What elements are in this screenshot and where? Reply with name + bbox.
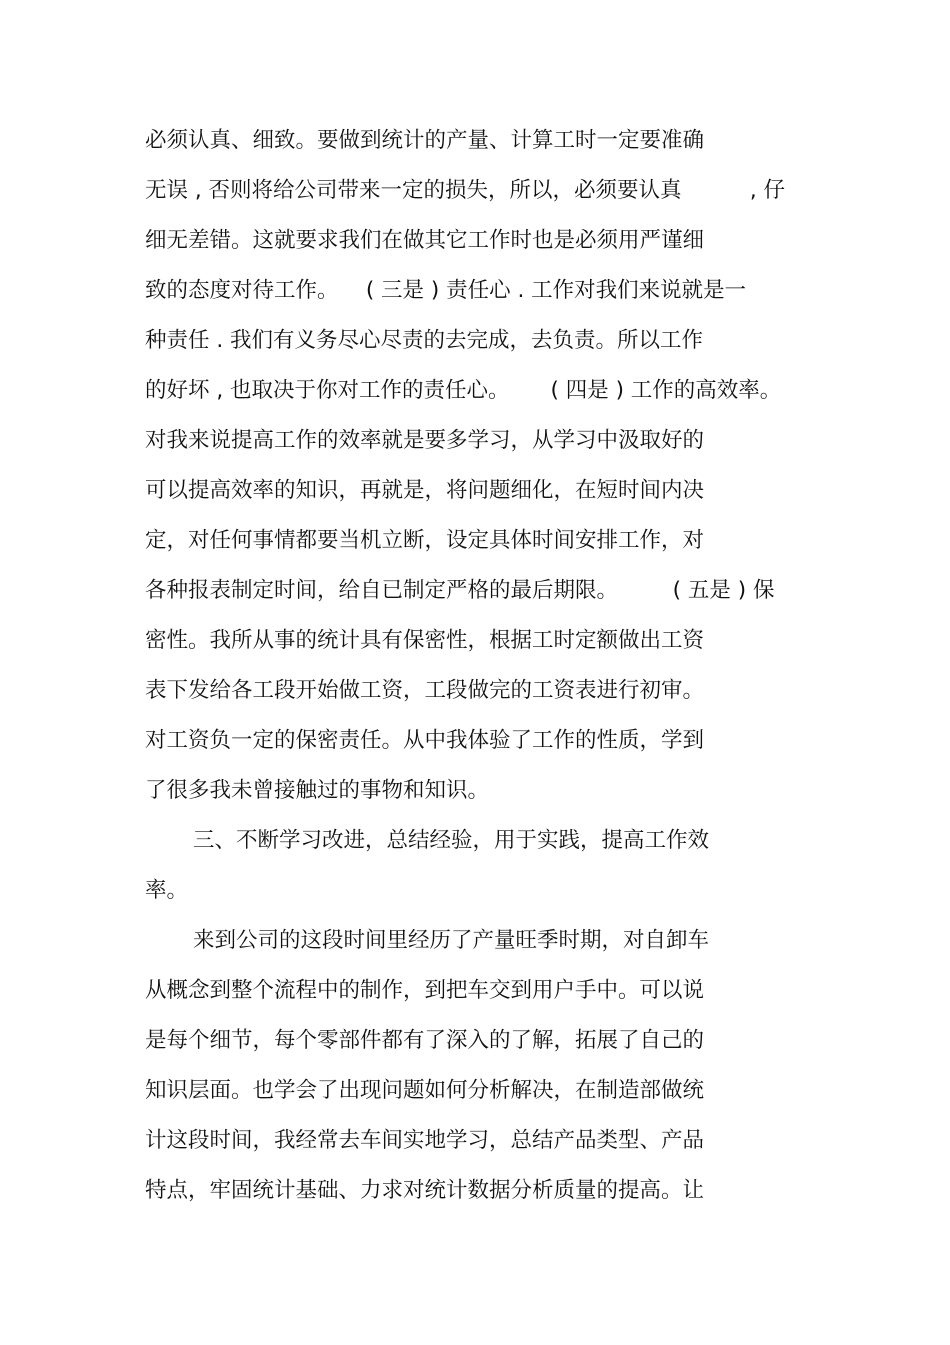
text-line-18: 从概念到整个流程中的制作，到把车交到用户手中。可以说 <box>145 978 705 1003</box>
section-heading-3: 三、不断学习改进，总结经验，用于实践，提高工作效 <box>193 828 710 853</box>
text-line-1: 必须认真、细致。要做到统计的产量、计算工时一定要准确 <box>145 128 705 153</box>
text-line-12: 表下发给各工段开始做工资，工段做完的工资表进行初审。 <box>145 678 705 703</box>
text-line-22: 特点，牢固统计基础、力求对统计数据分析质量的提高。让 <box>145 1178 705 1203</box>
text-line-14: 了很多我未曾接触过的事物和知识。 <box>145 778 490 803</box>
text-line-8: 可以提高效率的知识，再就是，将问题细化，在短时间内决 <box>145 478 705 503</box>
text-line-21: 计这段时间，我经常去车间实地学习，总结产品类型、产品 <box>145 1128 705 1153</box>
text-line-11: 密性。我所从事的统计具有保密性，根据工时定额做出工资 <box>145 628 705 653</box>
text-line-9: 定，对任何事情都要当机立断，设定具体时间安排工作，对 <box>145 528 705 553</box>
text-line-16: 率。 <box>145 878 189 903</box>
text-line-7: 对我来说提高工作的效率就是要多学习，从学习中汲取好的 <box>145 428 705 453</box>
text-line-2: 无误 , 否则将给公司带来一定的损失，所以，必须要认真 , 仔 <box>145 178 786 203</box>
text-line-19: 是每个细节，每个零部件都有了深入的了解，拓展了自己的 <box>145 1028 705 1053</box>
text-line-13: 对工资负一定的保密责任。从中我体验了工作的性质，学到 <box>145 728 705 753</box>
text-line-3: 细无差错。这就要求我们在做其它工作时也是必须用严谨细 <box>145 228 705 253</box>
text-line-10: 各种报表制定时间，给自已制定严格的最后期限。 ( 五是 ) 保 <box>145 578 775 603</box>
text-line-4: 致的态度对待工作。 ( 三是 ) 责任心 . 工作对我们来说就是一 <box>145 278 747 303</box>
paragraph-start: 来到公司的这段时间里经历了产量旺季时期，对自卸车 <box>193 928 710 953</box>
text-line-20: 知识层面。也学会了出现问题如何分析解决，在制造部做统 <box>145 1078 705 1103</box>
text-line-5: 种责任 . 我们有义务尽心尽责的去完成，去负责。所以工作 <box>145 328 704 353</box>
text-line-6: 的好坏 , 也取决于你对工作的责任心。 ( 四是 ) 工作的高效率。 <box>145 378 782 403</box>
